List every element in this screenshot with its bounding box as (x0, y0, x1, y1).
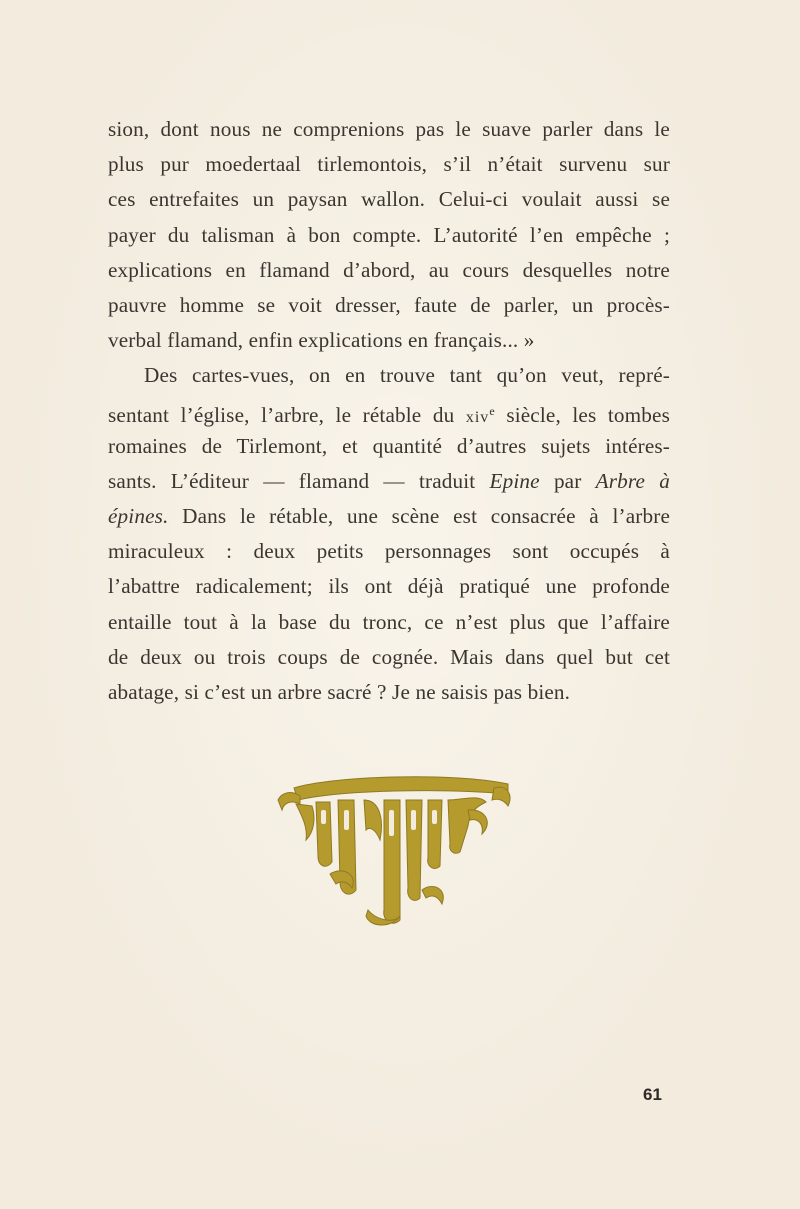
text-segment: sants. L’éditeur — flamand — traduit (108, 468, 476, 493)
century-numeral: xiv (465, 408, 490, 426)
text-line (108, 394, 670, 429)
text-segment: par (553, 468, 582, 493)
text-line: romaines de Tirlemont, et quantité d’autres sujets intéres- (108, 433, 670, 458)
text-line: ces entrefaites un paysan wallon. Celui-ci voulait aussi se (108, 187, 670, 212)
text-line (108, 499, 670, 534)
page-number: 61 (643, 1085, 662, 1104)
text-segment: sentant l’église, l’arbre, le rétable du (108, 402, 455, 427)
text-segment: Dans le rétable, une scène est consacrée à l’arbre (182, 504, 670, 529)
text-line: sion, dont nous ne comprenions pas le suave parler dans le (108, 117, 670, 141)
text-line: abatage, si c’est un arbre sacré ? Je ne saisis pas bien. (108, 680, 571, 704)
text-line: payer du talisman à bon compte. L’autorité l’en empêche ; (108, 222, 670, 247)
text-line: l’abattre radicalement; ils ont déjà pratiqué une profonde (108, 574, 670, 599)
superscript: e (489, 403, 495, 418)
italic-term: Arbre à (595, 468, 671, 493)
body-text (108, 112, 670, 710)
text-segment: siècle, les tombes (506, 402, 670, 427)
paragraph-start-line: Des cartes-vues, on en trouve tant qu’on veut, repré- (144, 363, 670, 388)
text-line: miraculeux : deux petits personnages sont occupés à (108, 539, 670, 564)
text-line: de deux ou trois coups de cognée. Mais dans quel but cet (108, 644, 670, 669)
text-line: verbal flamand, enfin explications en français... » (108, 328, 535, 353)
text-line: explications en flamand d’abord, au cours desquelles notre (108, 257, 670, 282)
italic-term: Epine (489, 468, 540, 493)
text-line: plus pur moedertaal tirlemontois, s’il n’était survenu sur (108, 152, 670, 177)
text-line: entaille tout à la base du tronc, ce n’est plus que l’affaire (108, 609, 670, 634)
art-nouveau-tailpiece-ornament-icon (272, 770, 512, 930)
text-line (108, 464, 670, 499)
italic-term: épines. (108, 504, 169, 529)
text-line: pauvre homme se voit dresser, faute de parler, un procès- (108, 292, 670, 317)
